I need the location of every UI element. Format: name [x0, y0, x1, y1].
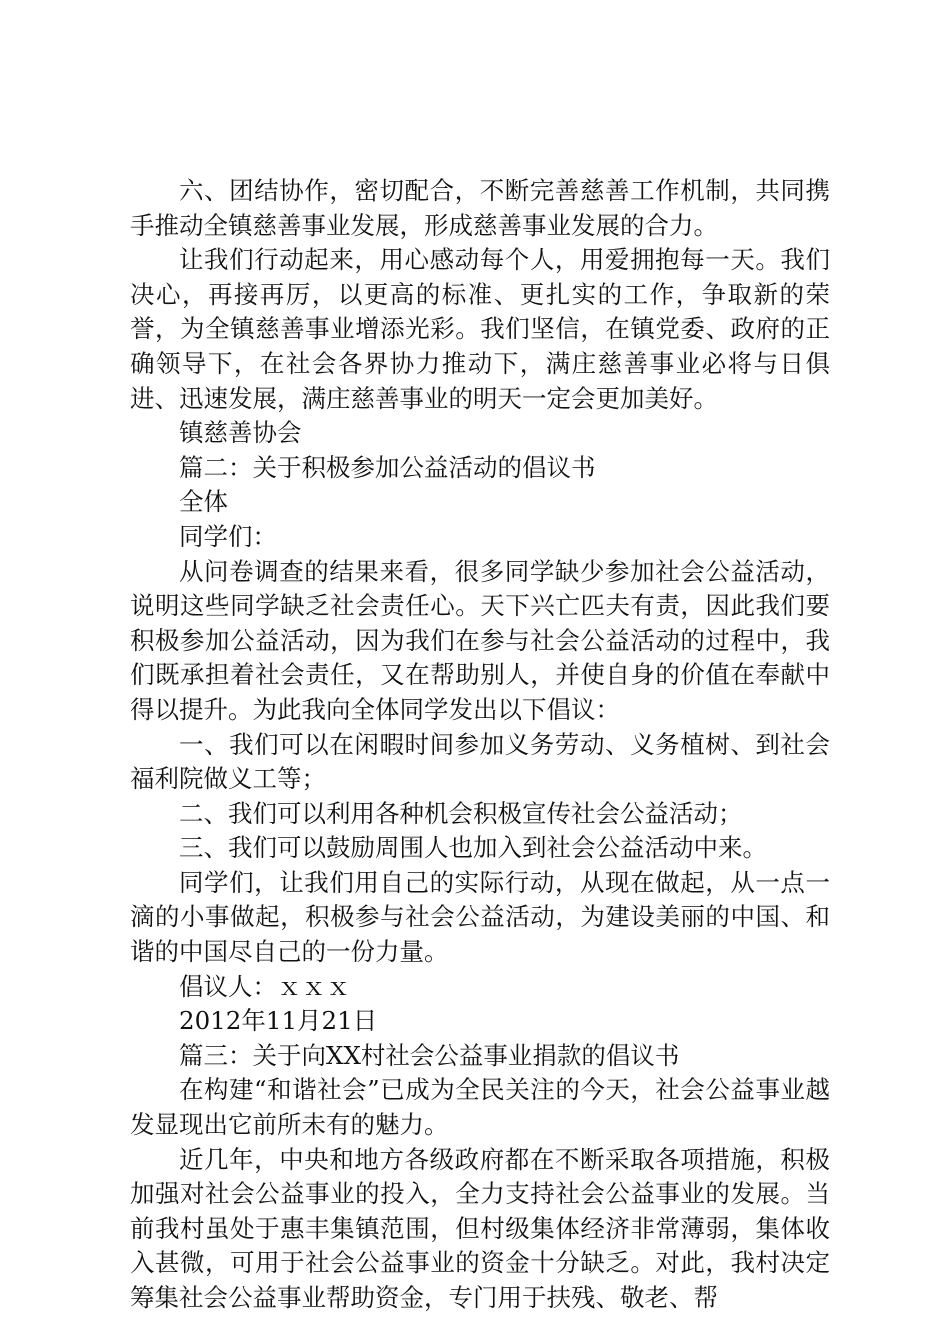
salutation-students: 同学们： [179, 521, 277, 551]
signature-association: 镇慈善协会 [179, 418, 302, 448]
proposal-item-1: 一、我们可以在闲暇时间参加义务劳动、义务植树、到社会福利院做义工等； [130, 729, 830, 794]
paragraph-item-6: 六、团结协作，密切配合，不断完善慈善工作机制，共同携手推动全镇慈善事业发展，形成慈善事业发展的合力。 [130, 176, 830, 240]
proposal-item-2: 二、我们可以利用各种机会积极宣传社会公益活动； [179, 798, 743, 828]
paragraph-harmony: 在构建“和谐社会”已成为全民关注的今天，社会公益事业越发显现出它前所未有的魅力。 [130, 1075, 830, 1140]
section-title-3: 篇三：关于向XX村社会公益事业捐款的倡议书 [179, 1040, 680, 1070]
proposal-item-3: 三、我们可以鼓励周围人也加入到社会公益活动中来。 [179, 833, 767, 863]
signature-date: 2012年11月21日 [179, 1006, 378, 1036]
salutation-all: 全体 [179, 487, 228, 517]
paragraph-closing: 同学们，让我们用自己的实际行动，从现在做起，从一点一滴的小事做起，积极参与社会公益活动，为建设美丽的中国、和谐的中国尽自己的一份力量。 [130, 867, 830, 967]
paragraph-recent-years: 近几年，中央和地方各级政府都在不断采取各项措施，积极加强对社会公益事业的投入，全力支持社会公益事业的发展。当前我村虽处于惠丰集镇范围，但村级集体经济非常薄弱，集体收入甚微，可用于社会公益事业的资金十分缺乏。对此，我村决定筹集社会公益事业帮助资金，专门用于扶残、敬老、帮 [130, 1144, 830, 1312]
section-title-2: 篇二：关于积极参加公益活动的倡议书 [179, 452, 596, 482]
paragraph-call-to-action: 让我们行动起来，用心感动每个人，用爱拥抱每一天。我们决心，再接再厉，以更高的标准、更扎实的工作，争取新的荣誉，为全镇慈善事业增添光彩。我们坚信，在镇党委、政府的正确领导下，在社会各界协力推动下，满庄慈善事业必将与日俱进、迅速发展，满庄慈善事业的明天一定会更加美好。 [130, 245, 830, 413]
document-body [130, 174, 830, 1316]
paragraph-survey: 从问卷调查的结果来看，很多同学缺少参加社会公益活动，说明这些同学缺乏社会责任心。天下兴亡匹夫有责，因此我们要积极参加公益活动，因为我们在参与社会公益活动的过程中，我们既承担着社会责任，又在帮助别人，并使自身的价值在奉献中得以提升。为此我向全体同学发出以下倡议： [130, 556, 830, 724]
signature-proposer: 倡议人：ｘｘｘ [179, 971, 351, 1001]
